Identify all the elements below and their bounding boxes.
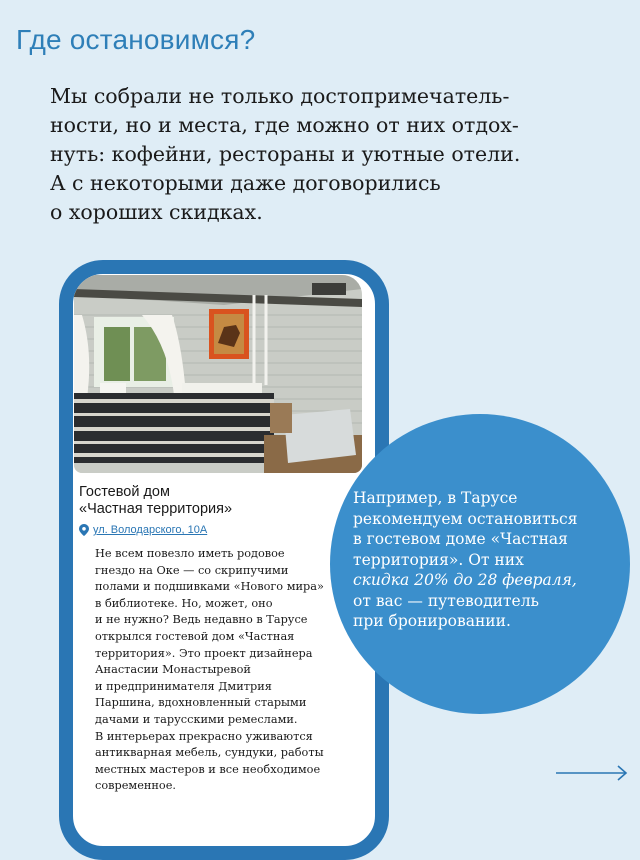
description-line: гнездо на Оке — со скрипучими (95, 563, 289, 577)
description-line: и не нужно? Ведь недавно в Тарусе (95, 613, 308, 627)
hotel-address[interactable] (79, 524, 207, 536)
callout-line: от вас — путеводитель (353, 591, 539, 610)
description-line: В интерьерах прекрасно уживаются (95, 729, 313, 743)
description-line: в библиотеке. Но, может, оно (95, 596, 273, 610)
address-link[interactable]: ул. Володарского, 10А (93, 524, 208, 536)
callout-text (353, 488, 613, 632)
callout-line: рекомендуем остановиться (353, 509, 578, 528)
description-line: открылся гостевой дом «Частная (95, 629, 295, 643)
page-title: Где остановимся? (16, 24, 256, 55)
callout-line: в гостевом доме «Частная (353, 530, 568, 548)
description-line: местных мастеров и все необходимое (95, 762, 321, 776)
callout-line: территория». От них (353, 550, 524, 569)
hotel-title-line: Гостевой дом (79, 484, 170, 500)
intro-paragraph (50, 82, 610, 227)
callout-line: Например, в Тарусе (353, 489, 518, 507)
intro-line: А с некоторыми даже договорились (50, 171, 441, 195)
description-line: антикварная мебель, сундуки, работы (95, 746, 324, 760)
intro-line: Мы собрали не только достопримечатель- (50, 84, 510, 108)
hotel-title (79, 484, 359, 518)
description-line: Не всем повезло иметь родовое (95, 547, 285, 560)
description-line: полами и подшивками «Нового мира» (95, 580, 324, 594)
description-line: Паршина, вдохновленный старыми (95, 696, 307, 710)
location-pin-icon (79, 524, 89, 536)
callout-line: при бронировании. (353, 612, 511, 630)
hotel-room-illustration (74, 275, 362, 473)
description-line: и предпринимателя Дмитрия (95, 679, 272, 693)
description-line: Анастасии Монастыревой (95, 663, 251, 677)
description-line: территория». Это проект дизайнера (95, 646, 313, 660)
hotel-title-line: «Частная территория» (79, 501, 233, 517)
description-line: современное. (95, 779, 177, 793)
arrow-right-icon[interactable] (556, 765, 628, 781)
intro-line: ности, но и места, где можно от них отдох- (50, 113, 519, 137)
intro-line: о хороших скидках. (50, 200, 263, 224)
callout-discount: скидка 20% до 28 февраля, (353, 571, 577, 589)
intro-line: нуть: кофейни, рестораны и уютные отели. (50, 142, 521, 166)
hotel-room-photo (74, 275, 362, 473)
description-line: дачами и тарусскими ремеслами. (95, 712, 298, 726)
